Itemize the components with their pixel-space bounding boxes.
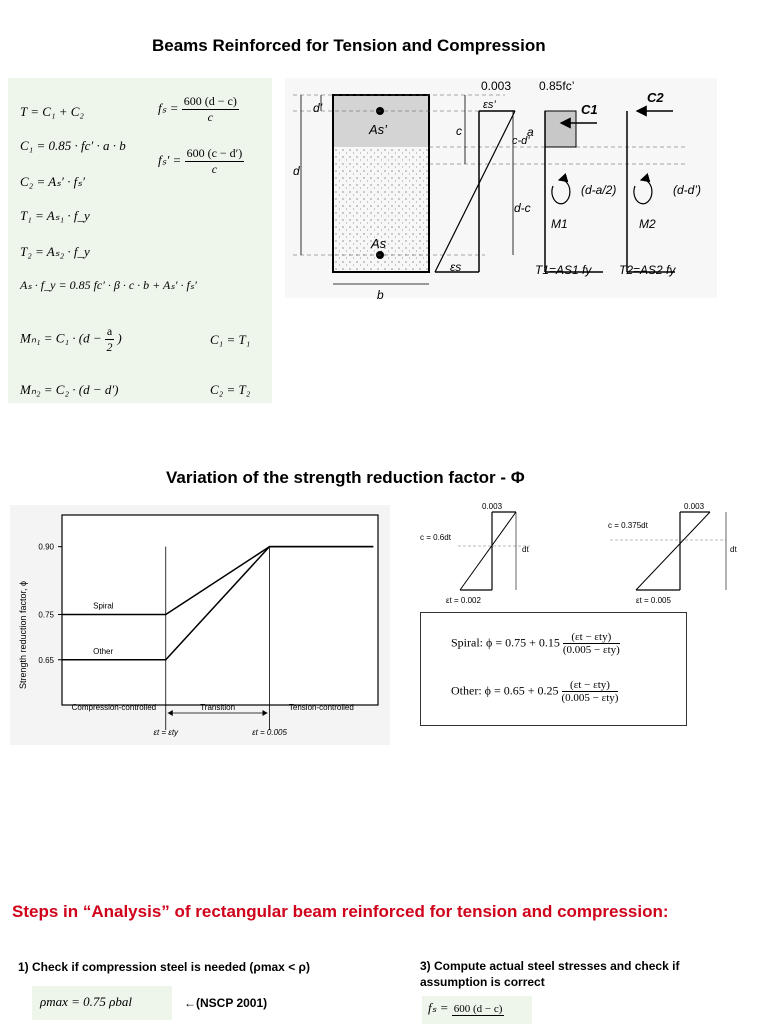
phi-title: Variation of the strength reduction factor - Φ bbox=[166, 468, 525, 487]
region-label: Transition bbox=[200, 703, 236, 712]
label-c: c bbox=[456, 124, 462, 138]
equation-fs: fₛ = $\frac{600 (d - c)}{c}$ bbox=[158, 94, 237, 124]
step-1-text: 1) Check if compression steel is needed (ρmax < ρ) bbox=[18, 960, 310, 974]
strain1-depth: dt bbox=[522, 545, 529, 554]
step-3-formula-box bbox=[422, 996, 532, 1024]
steps-title: Steps in “Analysis” of rectangular beam reinforced for tension and compression: bbox=[12, 902, 669, 921]
y-tick-label: 0.65 bbox=[38, 655, 54, 665]
region-label: Compression-controlled bbox=[71, 703, 157, 712]
label-t2: T2=AS2 fy bbox=[619, 263, 676, 277]
label-stress-top: 0.85fc’ bbox=[539, 79, 575, 93]
equation-c1-t1: C₁ = T₁ bbox=[210, 332, 251, 347]
strain2-top: 0.003 bbox=[684, 502, 705, 511]
strain-diagram-2 bbox=[608, 502, 737, 605]
x-tick-label: εt = εty bbox=[153, 728, 179, 737]
label-c2: C2 bbox=[647, 90, 664, 105]
strain-diagram-1 bbox=[420, 502, 530, 605]
label-d-minus-a2: (d-a/2) bbox=[581, 183, 617, 197]
label-d: d bbox=[293, 164, 300, 178]
label-eps-s: εs bbox=[450, 260, 462, 274]
label-m2: M2 bbox=[639, 217, 656, 231]
strain2-bottom: εt = 0.005 bbox=[636, 596, 671, 605]
equation-panel bbox=[8, 78, 272, 403]
equation-c2-t2: C₂ = T₂ bbox=[210, 382, 251, 397]
region-label: Tension-controlled bbox=[288, 703, 354, 712]
strain2-depth: dt bbox=[730, 545, 737, 554]
y-tick-label: 0.75 bbox=[38, 610, 54, 620]
equation-fs-prime: fₛ′ = $\frac{600 (c - d')}{c}$ bbox=[158, 146, 243, 176]
phi-chart bbox=[10, 505, 390, 745]
step-3-text: 3) Compute actual steel stresses and check if assumption is correct bbox=[420, 959, 680, 989]
label-strain-top: 0.003 bbox=[481, 79, 512, 93]
step-1-formula-box bbox=[32, 986, 172, 1020]
label-d-minus-dp: (d-d’) bbox=[673, 183, 702, 197]
series-label-spiral: Spiral bbox=[93, 601, 114, 611]
label-b: b bbox=[377, 288, 384, 300]
strain1-c-label: c = 0.6dt bbox=[420, 533, 451, 542]
equation-mn1: Mₙ₁ = C₁ · (d − $\frac{a}{2}$ ) bbox=[20, 324, 122, 354]
formula-other: Other: ϕ = 0.65 + 0.25 $\frac{\text{(εt − εty)}}{\text{(0.005 − εty)}}$ bbox=[451, 679, 619, 704]
main-title: Beams Reinforced for Tension and Compression bbox=[152, 36, 546, 55]
y-tick-label: 0.90 bbox=[38, 542, 54, 552]
chart-ylabel: Strength reduction factor, ϕ bbox=[18, 580, 28, 690]
strain2-c-label: c = 0.375dt bbox=[608, 521, 648, 530]
step-1-formula: ρmax = 0.75 ρbal bbox=[40, 994, 133, 1009]
label-a: a bbox=[527, 125, 534, 139]
equation-mn2: Mₙ₂ = C₂ · (d − d′) bbox=[20, 382, 119, 397]
beam-section-diagram bbox=[285, 78, 717, 300]
label-c1: C1 bbox=[581, 102, 598, 117]
label-as-prime: As’ bbox=[369, 122, 388, 137]
phi-formula-box bbox=[420, 612, 687, 726]
label-c-minus-dp: c-d’ bbox=[512, 135, 530, 147]
label-d-minus-c: d-c bbox=[514, 201, 531, 215]
equation-c1: C₁ = 0.85 · fc′ · a · b bbox=[20, 138, 126, 153]
x-tick-label: εt = 0.005 bbox=[252, 728, 287, 737]
label-as: As bbox=[371, 236, 387, 251]
label-m1: M1 bbox=[551, 217, 568, 231]
strain1-top: 0.003 bbox=[482, 502, 503, 511]
step-3-formula: fₛ = 600 (d − c) bbox=[428, 1000, 503, 1015]
compression-zone bbox=[333, 95, 429, 147]
label-d-prime: d’ bbox=[313, 101, 323, 115]
label-eps-s-prime: εs’ bbox=[483, 99, 496, 111]
strain1-bottom: εt = 0.002 bbox=[446, 596, 481, 605]
strain-diagrams bbox=[410, 500, 750, 610]
step-1-note: ←(NSCP 2001) bbox=[184, 996, 268, 1010]
label-t1: T1=AS1 fy bbox=[535, 263, 592, 277]
equation-t1: T₁ = Aₛ₁ · f_y bbox=[20, 208, 90, 223]
series-label-other: Other bbox=[93, 646, 114, 656]
equation-c2: C₂ = Aₛ′ · fₛ′ bbox=[20, 174, 85, 189]
formula-spiral: Spiral: ϕ = 0.75 + 0.15 $\frac{\text{(εt − εty)}}{\text{(0.005 − εty)}}$ bbox=[451, 631, 620, 656]
equation-t2: T₂ = Aₛ₂ · f_y bbox=[20, 244, 90, 259]
equation-equilibrium: Aₛ · f_y = 0.85 fc′ · β · c · b + Aₛ′ · fₛ′ bbox=[20, 278, 197, 292]
equation-t-sum: T = C₁ + C₂ bbox=[20, 104, 84, 119]
